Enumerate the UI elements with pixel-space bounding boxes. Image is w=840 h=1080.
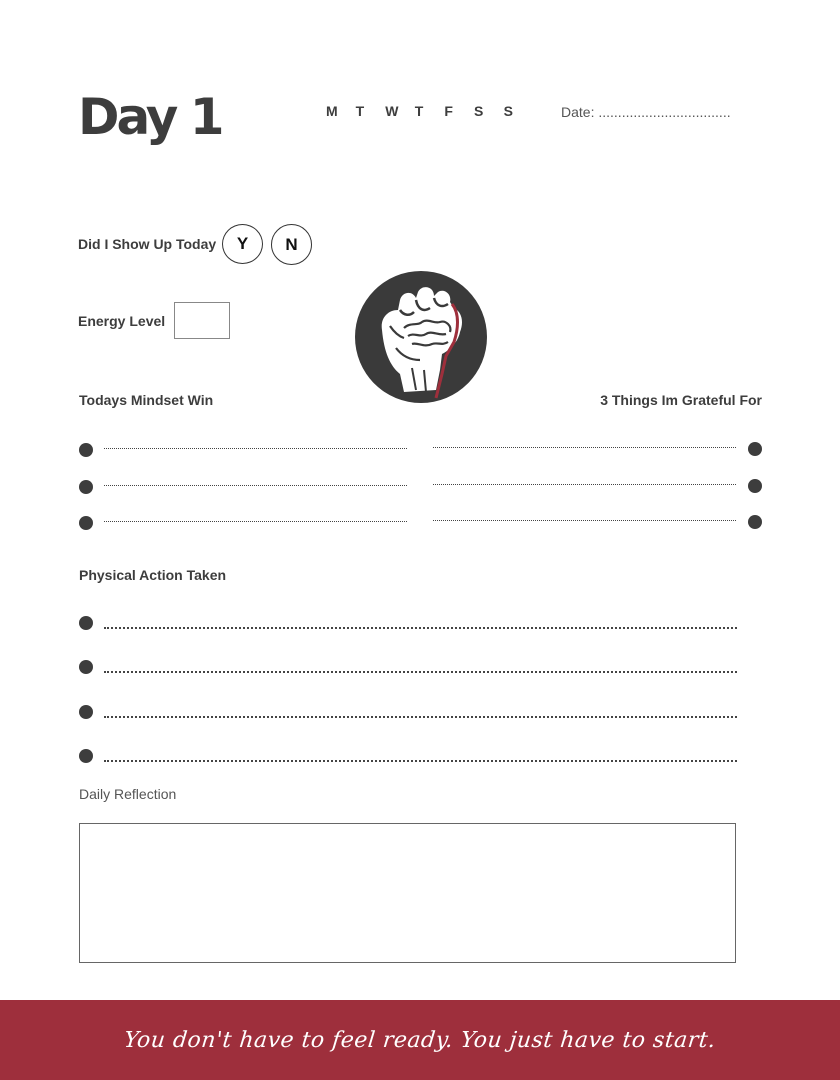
- daily-reflection-label: Daily Reflection: [79, 786, 177, 802]
- energy-level-label: Energy Level: [78, 313, 166, 329]
- bullet-icon: [79, 516, 93, 530]
- bullet-icon: [79, 616, 93, 630]
- show-up-no-button[interactable]: N: [271, 224, 312, 265]
- energy-level-input[interactable]: [174, 302, 230, 339]
- grateful-line-2[interactable]: [433, 484, 736, 485]
- weekday-sun[interactable]: S: [503, 103, 513, 119]
- bullet-icon: [748, 442, 762, 456]
- physical-line-4[interactable]: [104, 760, 737, 762]
- bullet-icon: [79, 480, 93, 494]
- weekday-tue[interactable]: T: [355, 103, 365, 119]
- footer-quote: You don't have to feel ready. You just have to start.: [122, 1027, 718, 1053]
- weekday-sat[interactable]: S: [473, 103, 484, 119]
- grateful-line-3[interactable]: [433, 520, 736, 521]
- show-up-label: Did I Show Up Today: [78, 236, 217, 252]
- weekday-fri[interactable]: F: [444, 103, 453, 119]
- mindset-line-3[interactable]: [104, 521, 407, 522]
- mindset-line-2[interactable]: [104, 485, 407, 486]
- fist-brain-icon: [354, 270, 488, 404]
- page-title: Day 1: [78, 88, 222, 146]
- grateful-heading: 3 Things Im Grateful For: [600, 392, 762, 408]
- date-field[interactable]: Date: ..................................: [561, 104, 731, 120]
- bullet-icon: [79, 705, 93, 719]
- physical-action-heading: Physical Action Taken: [79, 567, 227, 583]
- bullet-icon: [748, 479, 762, 493]
- weekday-mon[interactable]: M: [326, 103, 338, 119]
- grateful-line-1[interactable]: [433, 447, 736, 448]
- physical-line-2[interactable]: [104, 671, 737, 673]
- mindset-line-1[interactable]: [104, 448, 407, 449]
- bullet-icon: [748, 515, 762, 529]
- show-up-yes-button[interactable]: Y: [222, 224, 263, 264]
- footer-banner: [0, 1000, 840, 1080]
- weekday-selector: [326, 103, 533, 119]
- daily-reflection-input[interactable]: [79, 823, 736, 963]
- weekday-wed[interactable]: W: [385, 103, 399, 119]
- weekday-thu[interactable]: T: [414, 103, 424, 119]
- bullet-icon: [79, 660, 93, 674]
- physical-line-3[interactable]: [104, 716, 737, 718]
- physical-line-1[interactable]: [104, 627, 737, 629]
- bullet-icon: [79, 443, 93, 457]
- bullet-icon: [79, 749, 93, 763]
- mindset-win-heading: Todays Mindset Win: [79, 392, 214, 408]
